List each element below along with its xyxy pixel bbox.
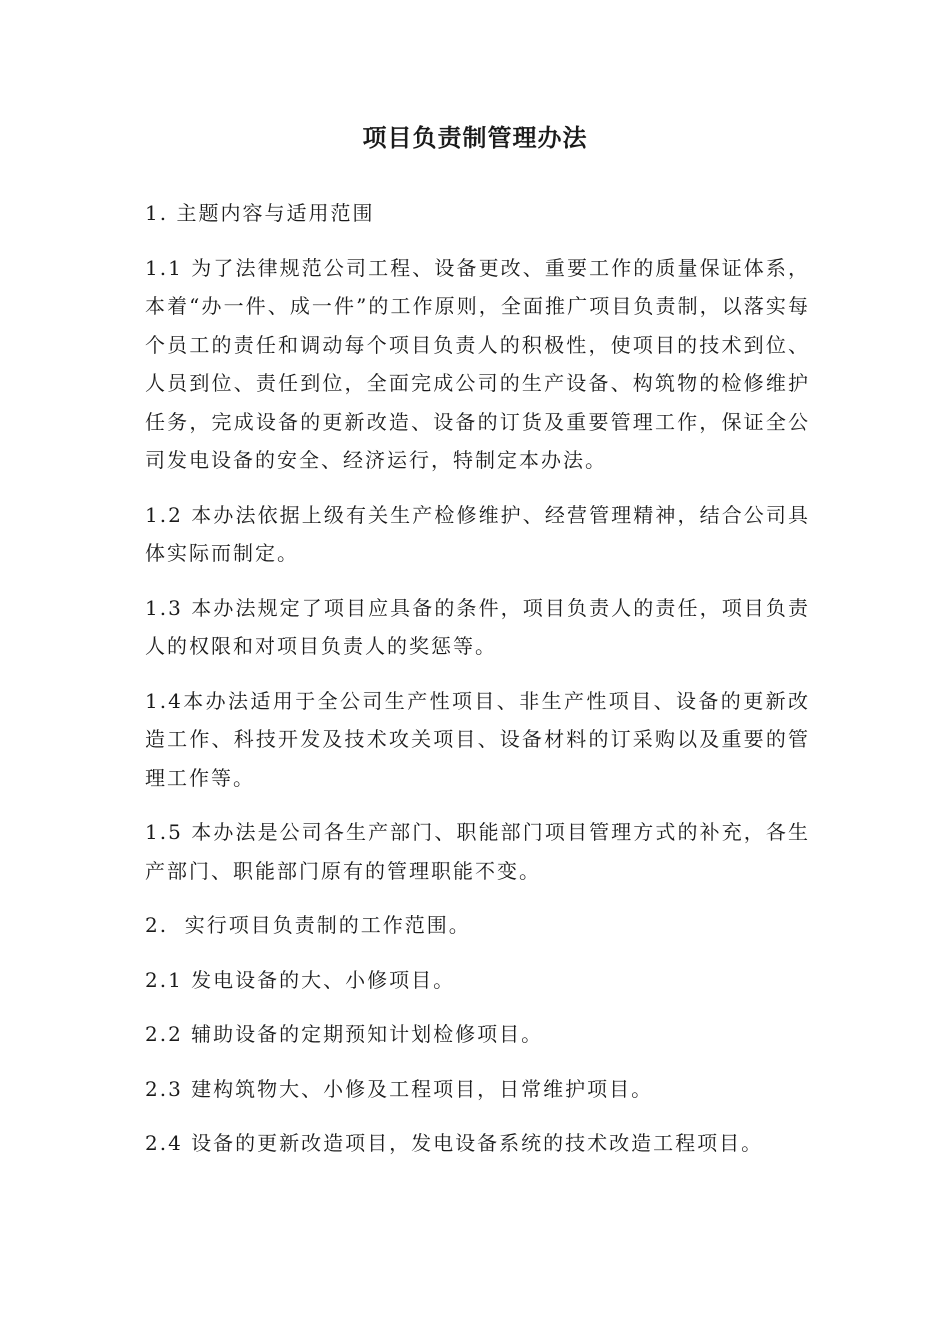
section-2-heading: 2. 实行项目负责制的工作范围。 <box>145 913 471 937</box>
document-body <box>145 194 810 1179</box>
paragraph-1-3: 1.3 本办法规定了项目应具备的条件，项目负责人的责任，项目负责人的权限和对项目负责人的奖惩等。 <box>145 595 810 658</box>
paragraph-1-1: 1.1 为了法律规范公司工程、设备更改、重要工作的质量保证体系，本着“办一件、成一件”的工作原则，全面推广项目负责制，以落实每个员工的责任和调动每个项目负责人的积极性，使项目的技术到位、人员到位、责任到位，全面完成公司的生产设备、构筑物的检修维护任务，完成设备的更新改造、设备的订货及重要管理工作，保证全公司发电设备的安全、经济运行，特制定本办法。 <box>145 255 810 472</box>
paragraph-2-1: 2.1 发电设备的大、小修项目。 <box>145 967 456 992</box>
paragraph-2-4: 2.4 设备的更新改造项目，发电设备系统的技术改造工程项目。 <box>145 1131 764 1155</box>
paragraph-1-5: 1.5 本办法是公司各生产部门、职能部门项目管理方式的补充，各生产部门、职能部门原有的管理职能不变。 <box>145 820 810 883</box>
document-title: 项目负责制管理办法 <box>362 124 588 152</box>
paragraph-2-3: 2.3 建构筑物大、小修及工程项目，日常维护项目。 <box>145 1076 654 1101</box>
paragraph-2-2: 2.2 辅助设备的定期预知计划检修项目。 <box>145 1022 544 1046</box>
paragraph-1-2: 1.2 本办法依据上级有关生产检修维护、经营管理精神，结合公司具体实际而制定。 <box>145 502 810 565</box>
paragraph-1-4: 1.4本办法适用于全公司生产性项目、非生产性项目、设备的更新改造工作、科技开发及技术攻关项目、设备材料的订采购以及重要的管理工作等。 <box>145 688 810 790</box>
section-1-heading: 1. 主题内容与适用范围 <box>145 201 375 225</box>
